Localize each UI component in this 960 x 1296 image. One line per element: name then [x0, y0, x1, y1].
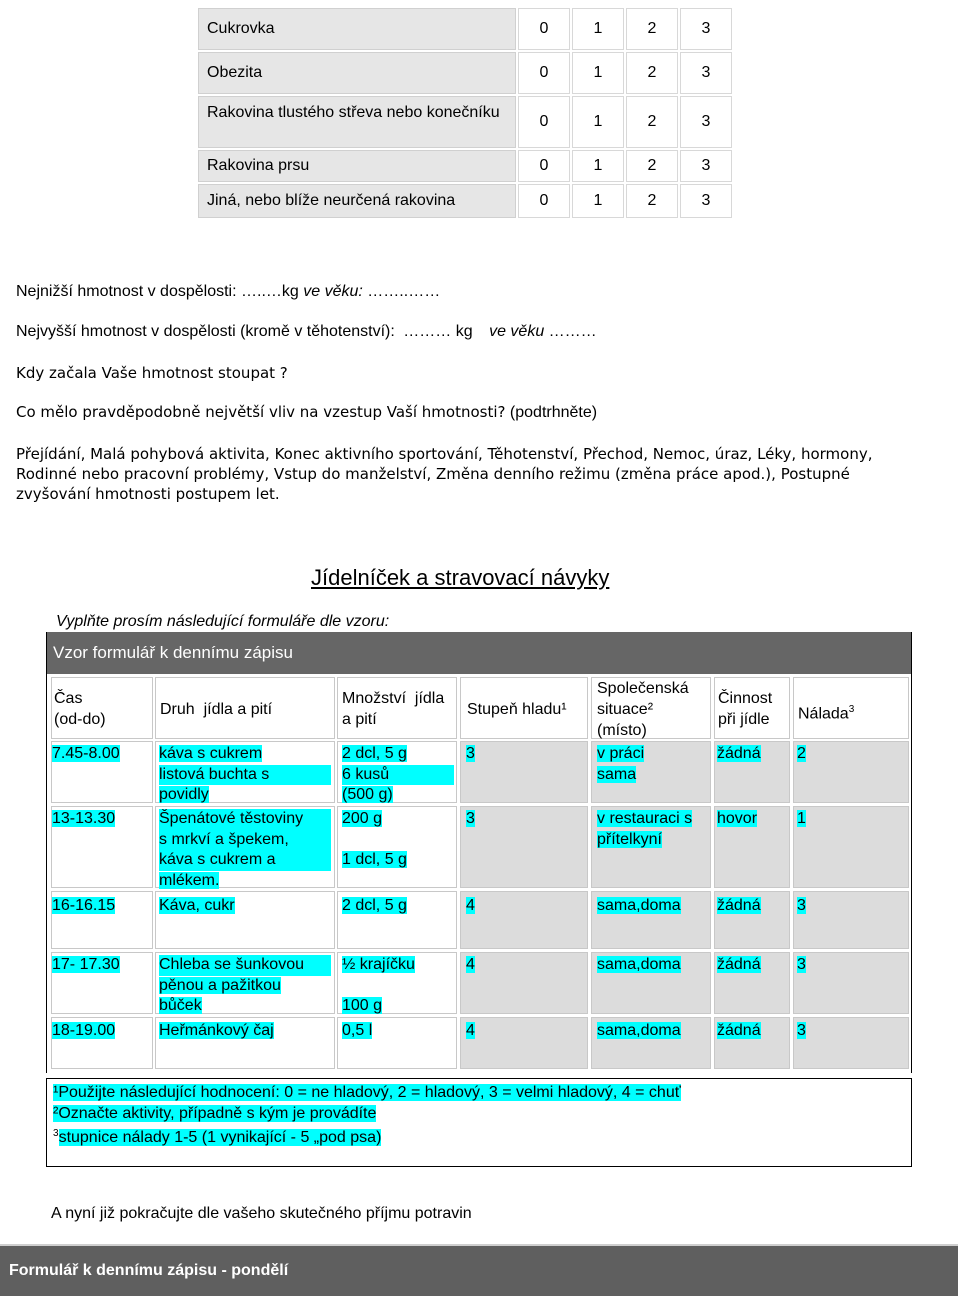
option-1[interactable]: 1	[572, 150, 624, 182]
option-3[interactable]: 3	[680, 150, 732, 182]
disease-row	[198, 8, 760, 50]
header-time: Čas (od-do)	[51, 677, 153, 739]
row-cell	[793, 891, 909, 949]
entry-activity: hovor	[717, 810, 758, 827]
entry-time: 7.45-8.00	[52, 745, 120, 762]
row-cell	[460, 806, 588, 888]
option-3[interactable]: 3	[680, 184, 732, 218]
row-cell	[793, 806, 909, 888]
highest-weight-question: Nejvyšší hmotnost v dospělosti (kromě v těhotenství): ……… kg ve věku ………	[16, 323, 597, 340]
entry-hunger: 4	[466, 956, 475, 973]
highest-weight-blank[interactable]: ………	[403, 323, 456, 340]
section-title: Jídelníček a stravovací návyky	[311, 565, 610, 590]
row-cell	[460, 1017, 588, 1069]
option-2[interactable]: 2	[626, 96, 678, 148]
sample-form-title: Vzor formulář k dennímu zápisu	[47, 632, 911, 674]
entry-hunger: 3	[466, 810, 475, 827]
header-hunger: Stupeň hladu¹	[460, 677, 588, 739]
row-cell	[460, 741, 588, 803]
option-1[interactable]: 1	[572, 52, 624, 94]
option-0[interactable]: 0	[518, 52, 570, 94]
entry-hunger: 3	[466, 745, 475, 762]
footnote-hunger-scale: ¹Použijte následující hodnocení: 0 = ne hladový, 2 = hladový, 3 = velmi hladový, 4 = chuť	[53, 1084, 681, 1101]
footnote-activities: ²Označte aktivity, případně s kým je provádíte	[53, 1105, 377, 1122]
entry-mood: 3	[797, 956, 806, 973]
entry-amount: 2 dcl, 5 g 6 kusů (500 g)	[342, 744, 454, 806]
disease-row	[198, 52, 760, 94]
option-3[interactable]: 3	[680, 52, 732, 94]
entry-social: v práci sama	[597, 745, 645, 783]
disease-name: Jiná, nebo blíže neurčená rakovina	[198, 184, 516, 218]
entry-time: 16-16.15	[52, 897, 116, 914]
row-cell	[793, 1017, 909, 1069]
disease-name: Cukrovka	[198, 8, 516, 50]
footnote-mood-scale: $^3$stupnice nálady 1-5 (1 vynikající - 5 „pod psa)	[53, 1128, 382, 1147]
sample-form	[46, 632, 912, 1073]
entry-food: Káva, cukr	[159, 897, 235, 914]
entry-social: sama,doma	[597, 897, 681, 914]
entry-time: 13-13.30	[52, 810, 116, 827]
option-1[interactable]: 1	[572, 96, 624, 148]
lowest-weight-age-blank[interactable]: ……..……	[367, 283, 441, 300]
entry-amount: 0,5 l	[342, 1022, 373, 1039]
lowest-weight-blank[interactable]: …..…	[241, 283, 282, 300]
entry-mood: 1	[797, 810, 806, 827]
continue-instruction: A nyní již pokračujte dle vašeho skutečného příjmu potravin	[51, 1205, 472, 1222]
header-mood: Nálada$^3$	[793, 677, 909, 739]
entry-amount: ½ krajíčku 100 g	[342, 956, 415, 1014]
entry-food: Chleba se šunkovou pěnou a pažitkou bůček	[159, 955, 331, 1017]
entry-time: 18-19.00	[52, 1022, 116, 1039]
entry-food: Heřmánkový čaj	[159, 1022, 274, 1039]
disease-row	[198, 96, 760, 148]
highest-weight-age-blank[interactable]: ………	[548, 323, 597, 340]
row-cell	[793, 741, 909, 803]
option-0[interactable]: 0	[518, 184, 570, 218]
row-cell	[793, 952, 909, 1014]
header-activity: Činnost při jídle	[714, 677, 790, 739]
header-food: Druh jídla a pití	[155, 677, 335, 739]
entry-amount: 200 g 1 dcl, 5 g	[342, 810, 407, 868]
disease-name: Rakovina tlustého střeva nebo konečníku	[198, 96, 516, 148]
entry-social: sama,doma	[597, 1022, 681, 1039]
option-0[interactable]: 0	[518, 150, 570, 182]
entry-activity: žádná	[717, 897, 761, 914]
disease-table	[198, 4, 760, 220]
option-3[interactable]: 3	[680, 8, 732, 50]
option-2[interactable]: 2	[626, 184, 678, 218]
form-instruction: Vyplňte prosím následující formuláře dle vzoru:	[56, 613, 390, 630]
option-3[interactable]: 3	[680, 96, 732, 148]
entry-activity: žádná	[717, 1022, 761, 1039]
option-2[interactable]: 2	[626, 8, 678, 50]
entry-amount: 2 dcl, 5 g	[342, 897, 407, 914]
disease-row	[198, 184, 760, 218]
option-1[interactable]: 1	[572, 8, 624, 50]
row-cell	[460, 891, 588, 949]
footnote-box	[46, 1078, 912, 1167]
entry-time: 17- 17.30	[52, 956, 120, 973]
lowest-weight-question: Nejnižší hmotnost v dospělosti: …..…kg ve věku: ……..……	[16, 283, 441, 300]
entry-social: sama,doma	[597, 956, 681, 973]
option-1[interactable]: 1	[572, 184, 624, 218]
row-cell	[460, 952, 588, 1014]
disease-name: Rakovina prsu	[198, 150, 516, 182]
entry-food: káva s cukrem listová buchta s povidly	[159, 744, 331, 806]
weight-start-question: Kdy začala Vaše hmotnost stoupat ?	[16, 364, 288, 382]
disease-name: Obezita	[198, 52, 516, 94]
header-amount: Množství jídla a pití	[337, 677, 457, 739]
header-social: Společenská situace² (místo)	[591, 677, 711, 739]
entry-activity: žádná	[717, 956, 761, 973]
entry-hunger: 4	[466, 897, 475, 914]
entry-mood: 3	[797, 1022, 806, 1039]
entry-food: Špenátové těstoviny s mrkví a špekem, káva s cukrem a mlékem.	[159, 809, 331, 891]
entry-mood: 3	[797, 897, 806, 914]
disease-row	[198, 150, 760, 182]
entry-hunger: 4	[466, 1022, 475, 1039]
monday-form-title: Formulář k dennímu zápisu - pondělí	[0, 1244, 958, 1296]
option-2[interactable]: 2	[626, 150, 678, 182]
option-0[interactable]: 0	[518, 8, 570, 50]
entry-activity: žádná	[717, 745, 761, 762]
weight-cause-options[interactable]: Přejídání, Malá pohybová aktivita, Konec aktivního sportování, Těhotenství, Přechod, Nemoc, úraz, Léky, hormony, Rodinné nebo pracovní problémy, Vstup do manželství, Změna denního režimu (změna práce apod.), Postupné zvyšování hmotnosti postupem let.	[16, 445, 873, 503]
option-0[interactable]: 0	[518, 96, 570, 148]
weight-cause-question: Co mělo pravděpodobně největší vliv na vzestup Vaší hmotnosti? (podtrhněte)	[16, 403, 598, 421]
option-2[interactable]: 2	[626, 52, 678, 94]
entry-mood: 2	[797, 745, 806, 762]
entry-social: v restauraci s přítelkyní	[597, 810, 693, 848]
